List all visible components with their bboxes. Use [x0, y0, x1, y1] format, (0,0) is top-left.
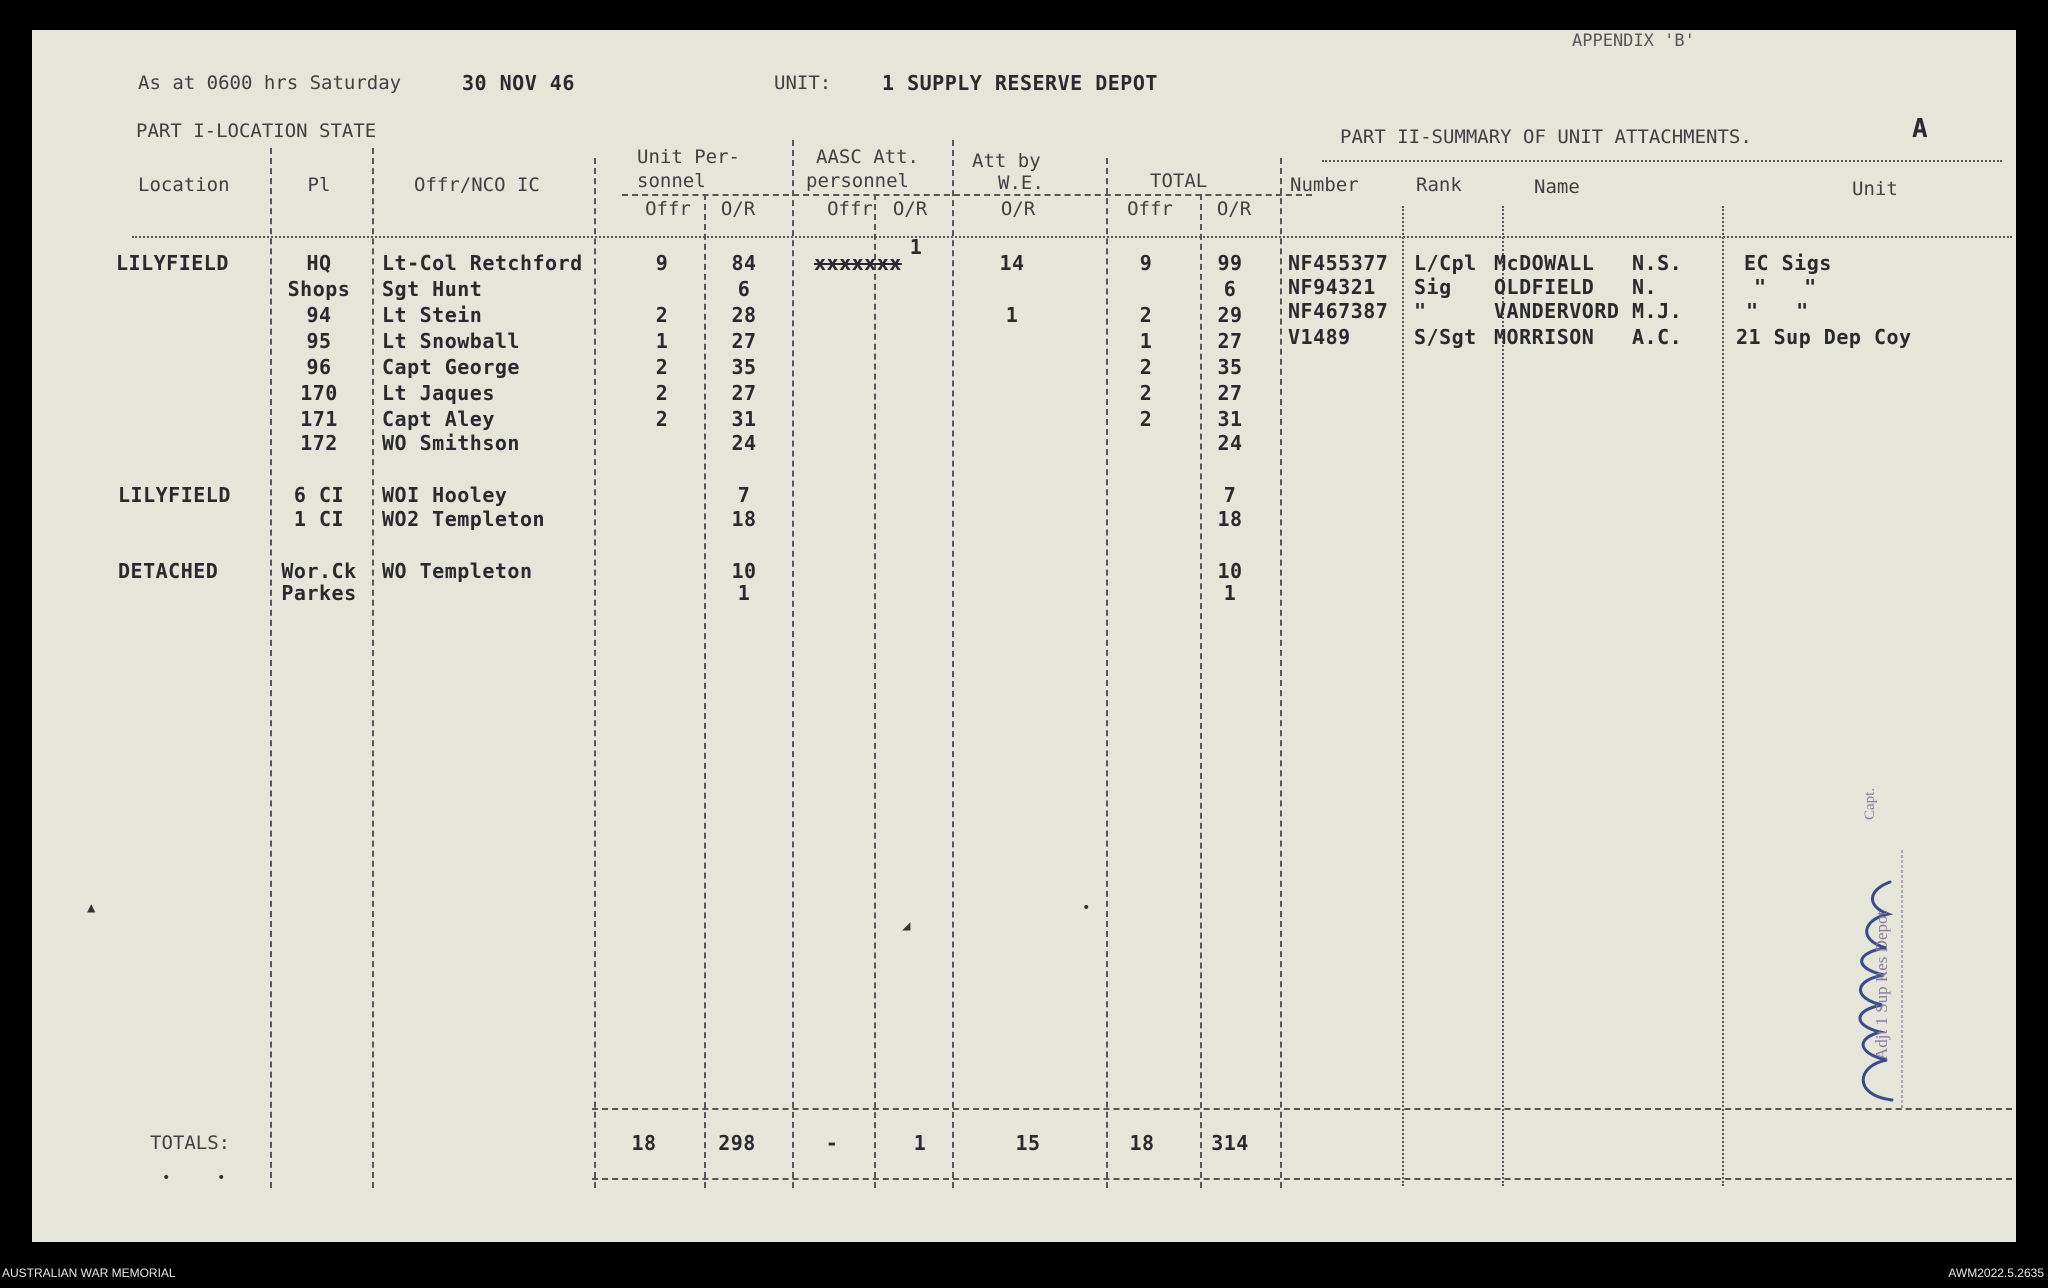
row-total-offr: 2: [1139, 303, 1153, 327]
row-unit-offr: 9: [655, 251, 669, 275]
row-pl: 95: [306, 329, 332, 353]
col-divider-1: [270, 148, 272, 1188]
row-total-or: 7: [1223, 483, 1237, 507]
row-officer: WO Smithson: [382, 431, 520, 455]
row-pl: Shops: [287, 277, 351, 301]
header-location: Location: [138, 174, 230, 196]
row-unit-or: 27: [731, 381, 757, 405]
report-date: 30 NOV 46: [462, 71, 575, 95]
row-unit-or: 18: [731, 507, 757, 531]
attachment-number: V1489: [1288, 325, 1351, 349]
stamp-text: Adjt 1 Sup Res Depot: [1872, 910, 1891, 1060]
row-pl: Wor.Ck: [281, 559, 357, 583]
row-officer: WO2 Templeton: [382, 507, 546, 531]
attachment-number: NF467387: [1288, 299, 1389, 323]
row-location: LILYFIELD: [116, 251, 229, 275]
corner-mark: A: [1912, 114, 1929, 144]
header-underline: [622, 194, 1312, 196]
attachment-rank: ": [1414, 299, 1427, 323]
row-pl: 170: [300, 381, 338, 405]
unit-name: 1 SUPPLY RESERVE DEPOT: [882, 71, 1158, 95]
attachment-initials: N.: [1632, 275, 1658, 299]
header-unit-or: O/R: [720, 198, 756, 220]
row-pl: 6 CI: [293, 483, 345, 507]
row-officer: Lt Stein: [382, 303, 483, 327]
row-officer: Capt Aley: [382, 407, 495, 431]
part2-top-rule: [1322, 160, 2002, 162]
row-total-or: 1: [1223, 581, 1237, 605]
header-att-by-2: W.E.: [998, 172, 1044, 194]
attachment-unit: " ": [1754, 275, 1817, 299]
row-unit-or: 24: [731, 431, 757, 455]
row-unit-offr: 1: [655, 329, 669, 353]
col-divider-7: [952, 140, 954, 1188]
header-att-or: O/R: [1000, 198, 1036, 220]
header-att-by-1: Att by: [972, 150, 1041, 172]
attachment-name: OLDFIELD: [1494, 275, 1595, 299]
row-total-or: 29: [1217, 303, 1243, 327]
attachment-unit: 21 Sup Dep Coy: [1736, 325, 1912, 349]
row-officer: WO Templeton: [382, 559, 533, 583]
col-divider-10: [1280, 158, 1282, 1188]
row-aasc-or: 1: [909, 235, 923, 259]
col-divider-2: [372, 148, 374, 1188]
row-unit-offr: 2: [655, 303, 669, 327]
document-page: [32, 30, 2016, 1242]
header-total: TOTAL: [1150, 170, 1208, 192]
col-divider-5: [792, 140, 794, 1188]
row-unit-or: 31: [731, 407, 757, 431]
row-total-or: 27: [1217, 381, 1243, 405]
header-aasc-1: AASC Att.: [816, 146, 919, 168]
row-total-offr: 2: [1139, 381, 1153, 405]
row-unit-offr: 2: [655, 381, 669, 405]
attachment-rank: S/Sgt: [1414, 325, 1477, 349]
row-unit-or: 10: [731, 559, 757, 583]
col-divider-6: [874, 194, 876, 1188]
row-total-offr: 1: [1139, 329, 1153, 353]
header-total-or: O/R: [1216, 198, 1252, 220]
header-rank: Rank: [1416, 174, 1462, 196]
row-total-or: 18: [1217, 507, 1243, 531]
attachment-unit: EC Sigs: [1744, 251, 1832, 275]
col-divider-11: [1402, 206, 1404, 1186]
attachment-unit: " ": [1746, 299, 1809, 323]
row-total-offr: 9: [1139, 251, 1153, 275]
col-divider-4: [704, 194, 706, 1188]
header-aasc-offr: Offr: [827, 198, 873, 220]
row-unit-or: 1: [737, 581, 751, 605]
attachment-number: NF94321: [1288, 275, 1376, 299]
attachment-initials: N.S.: [1632, 251, 1683, 275]
row-total-offr: 2: [1139, 407, 1153, 431]
row-officer: Lt Jaques: [382, 381, 495, 405]
row-total-or: 27: [1217, 329, 1243, 353]
row-officer: Capt George: [382, 355, 520, 379]
header-pl: Pl: [307, 174, 331, 196]
speck: ▲: [87, 900, 96, 916]
row-total-or: 99: [1217, 251, 1243, 275]
unit-label: UNIT:: [774, 72, 832, 94]
attachment-name: McDOWALL: [1494, 251, 1595, 275]
attachment-initials: M.J.: [1632, 299, 1683, 323]
row-total-offr: 2: [1139, 355, 1153, 379]
row-total-or: 31: [1217, 407, 1243, 431]
totals-total-offr: 18: [1129, 1131, 1155, 1155]
row-officer: Sgt Hunt: [382, 277, 483, 301]
header-aasc-2: personnel: [806, 170, 909, 192]
row-pl: 1 CI: [293, 507, 345, 531]
attachment-number: NF455377: [1288, 251, 1389, 275]
row-total-or: 24: [1217, 431, 1243, 455]
header-number: Number: [1290, 174, 1359, 196]
row-total-or: 10: [1217, 559, 1243, 583]
header-unit-personnel-2: sonnel: [637, 170, 706, 192]
speck: ◢: [902, 918, 911, 934]
as-at-label: As at 0600 hrs Saturday: [138, 72, 402, 94]
row-unit-offr: 2: [655, 407, 669, 431]
totals-unit-offr: 18: [631, 1131, 657, 1155]
attachment-initials: A.C.: [1632, 325, 1683, 349]
row-pl: 172: [300, 431, 338, 455]
part1-title: PART I-LOCATION STATE: [136, 120, 377, 142]
row-total-or: 35: [1217, 355, 1243, 379]
attachment-name: MORRISON: [1494, 325, 1595, 349]
totals-label: TOTALS:: [150, 1132, 231, 1154]
row-total-or: 6: [1223, 277, 1237, 301]
row-officer: WOI Hooley: [382, 483, 508, 507]
part2-title: PART II-SUMMARY OF UNIT ATTACHMENTS.: [1340, 126, 1752, 148]
row-pl: HQ: [306, 251, 332, 275]
col-divider-9: [1200, 194, 1202, 1188]
row-unit-or: 6: [737, 277, 751, 301]
row-unit-or: 84: [731, 251, 757, 275]
capt-label: Capt.: [1862, 787, 1878, 820]
totals-top-rule: [592, 1108, 2016, 1110]
row-unit-offr: 2: [655, 355, 669, 379]
footer-right: AWM2022.5.2635: [1948, 1266, 2044, 1280]
speck: •: [217, 1170, 226, 1186]
row-pl: 171: [300, 407, 338, 431]
attachment-rank: Sig: [1414, 275, 1452, 299]
row-pl: 94: [306, 303, 332, 327]
row-att-or: 1: [1005, 303, 1019, 327]
row-att-or: 14: [999, 251, 1025, 275]
attachment-rank: L/Cpl: [1414, 251, 1477, 275]
row-location: LILYFIELD: [118, 483, 231, 507]
totals-unit-or: 298: [718, 1131, 756, 1155]
row-aasc-offr: xxxxxxx: [814, 251, 902, 275]
header-rule: [132, 236, 2012, 238]
totals-total-or: 314: [1211, 1131, 1249, 1155]
row-unit-or: 35: [731, 355, 757, 379]
header-unit: Unit: [1852, 178, 1898, 200]
row-pl: Parkes: [281, 581, 357, 605]
speck: •: [1082, 900, 1091, 916]
header-offr-nco: Offr/NCO IC: [414, 174, 540, 196]
totals-bottom-rule: [592, 1178, 2016, 1180]
header-unit-personnel-1: Unit Per-: [637, 146, 740, 168]
appendix-label: APPENDIX 'B': [1572, 31, 1695, 51]
row-officer: Lt-Col Retchford: [382, 251, 583, 275]
row-unit-or: 28: [731, 303, 757, 327]
attachment-name: VANDERVORD: [1494, 299, 1620, 323]
row-location: DETACHED: [118, 559, 219, 583]
footer-left: AUSTRALIAN WAR MEMORIAL: [2, 1266, 176, 1280]
header-unit-offr: Offr: [645, 198, 691, 220]
row-unit-or: 7: [737, 483, 751, 507]
col-divider-12: [1502, 206, 1504, 1186]
header-total-offr: Offr: [1127, 198, 1173, 220]
totals-aasc-or: 1: [913, 1131, 927, 1155]
header-name: Name: [1534, 176, 1580, 198]
header-aasc-or: O/R: [892, 198, 928, 220]
row-unit-or: 27: [731, 329, 757, 353]
row-officer: Lt Snowball: [382, 329, 520, 353]
row-pl: 96: [306, 355, 332, 379]
col-divider-3: [594, 158, 596, 1188]
totals-aasc-offr: -: [825, 1131, 839, 1155]
totals-att-or: 15: [1015, 1131, 1041, 1155]
speck: •: [162, 1170, 171, 1186]
col-divider-8: [1106, 158, 1108, 1188]
col-divider-13: [1722, 206, 1724, 1186]
